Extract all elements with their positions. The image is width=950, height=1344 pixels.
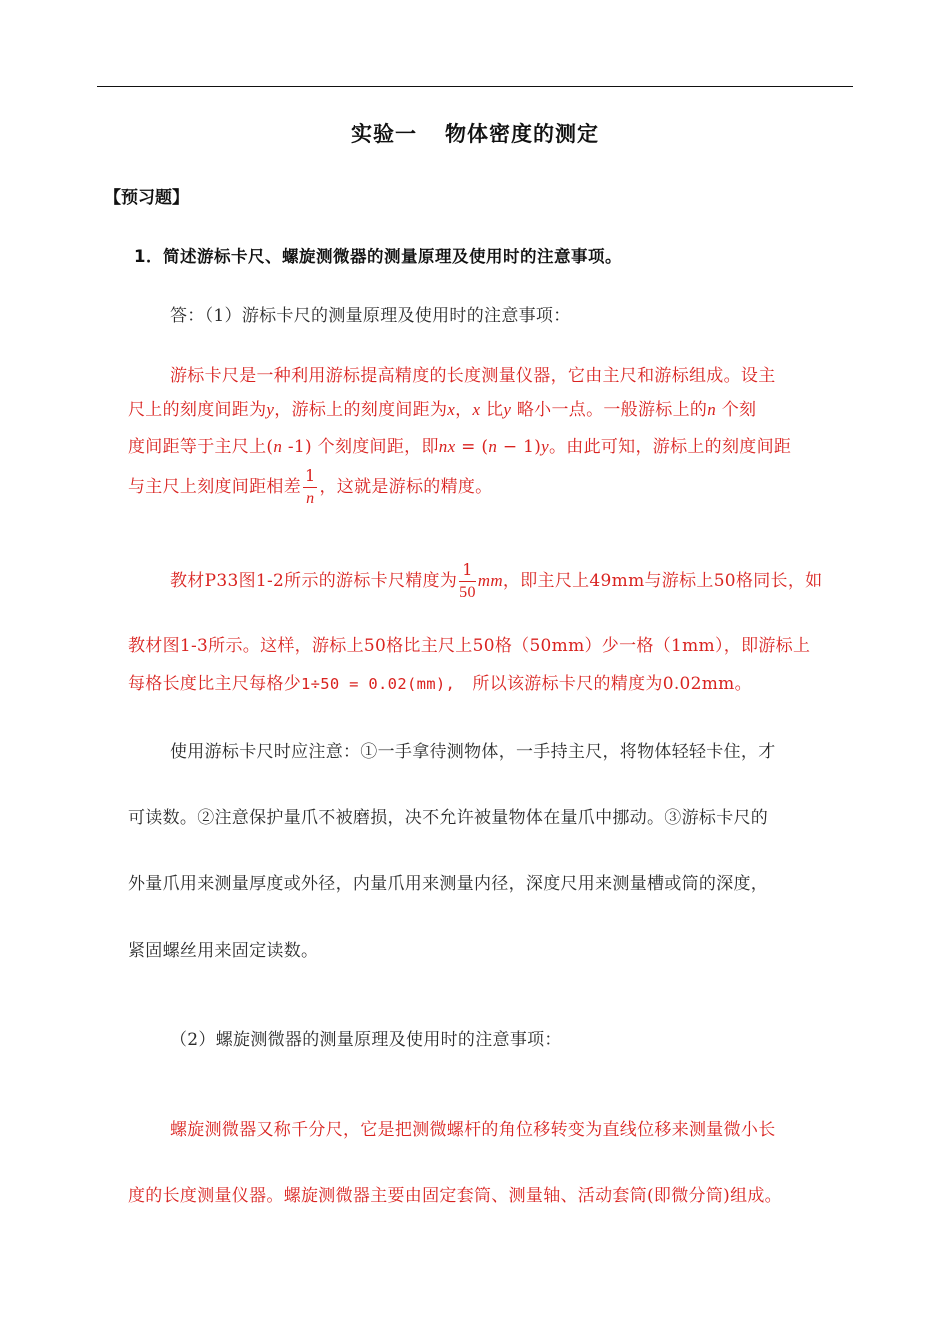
title-experiment-number: 实验一: [351, 122, 417, 146]
p2-line3: 每格长度比主尺每格少1÷50 = 0.02(mm), 所以该游标卡尺的精度为0.02mm。: [128, 674, 752, 694]
p4-line1: 螺旋测微器又称千分尺，它是把测微螺杆的角位移转变为直线位移来测量微小长: [170, 1120, 776, 1140]
answer-intro: 答：（1）游标卡尺的测量原理及使用时的注意事项：: [170, 306, 571, 326]
p4-line2: 度的长度测量仪器。螺旋测微器主要由固定套筒、测量轴、活动套筒(即微分筒)组成。: [128, 1186, 782, 1206]
p2-line1: 教材P33图1-2所示的游标卡尺精度为 $\frac{1}{50}$ mm，即主尺上49mm与游标上50格同长，如: [170, 560, 823, 601]
p1-line3: 度间距等于主尺上(n -1) 个刻度间距，即nx = (n − 1)y。由此可知，游标上的刻度间距: [128, 437, 792, 457]
p3-line1: 使用游标卡尺时应注意：①一手拿待测物体，一手持主尺，将物体轻轻卡住，才: [170, 742, 776, 762]
question-1: 1．简述游标卡尺、螺旋测微器的测量原理及使用时的注意事项。: [134, 247, 622, 266]
fraction-1-over-n: $\frac{1}{n}$: [305, 466, 316, 507]
part-2-heading: （2）螺旋测微器的测量原理及使用时的注意事项：: [170, 1030, 562, 1050]
page-title: [0, 118, 950, 148]
header-rule: [97, 86, 853, 87]
p3-line2: 可读数。②注意保护量爪不被磨损，决不允许被量物体在量爪中挪动。③游标卡尺的: [128, 808, 769, 828]
title-experiment-name: 物体密度的测定: [445, 122, 599, 146]
fraction-1-over-50: $\frac{1}{50}$: [459, 560, 476, 601]
section-heading: 【预习题】: [104, 188, 189, 208]
p3-line3: 外量爪用来测量厚度或外径，内量爪用来测量内径，深度尺用来测量槽或筒的深度，: [128, 874, 769, 894]
p3-line4: 紧固螺丝用来固定读数。: [128, 941, 319, 961]
p1-line2: 尺上的刻度间距为y，游标上的刻度间距为x，x 比y 略小一点。一般游标上的n 个刻: [128, 400, 757, 420]
p1-line1: 游标卡尺是一种利用游标提高精度的长度测量仪器，它由主尺和游标组成。设主: [170, 366, 776, 386]
p2-line2: 教材图1-3所示。这样，游标上50格比主尺上50格（50mm）少一格（1mm），即游标上: [128, 636, 811, 656]
p1-line4: 与主尺上刻度间距相差 $\frac{1}{n}$ ，这就是游标的精度。: [128, 466, 493, 507]
